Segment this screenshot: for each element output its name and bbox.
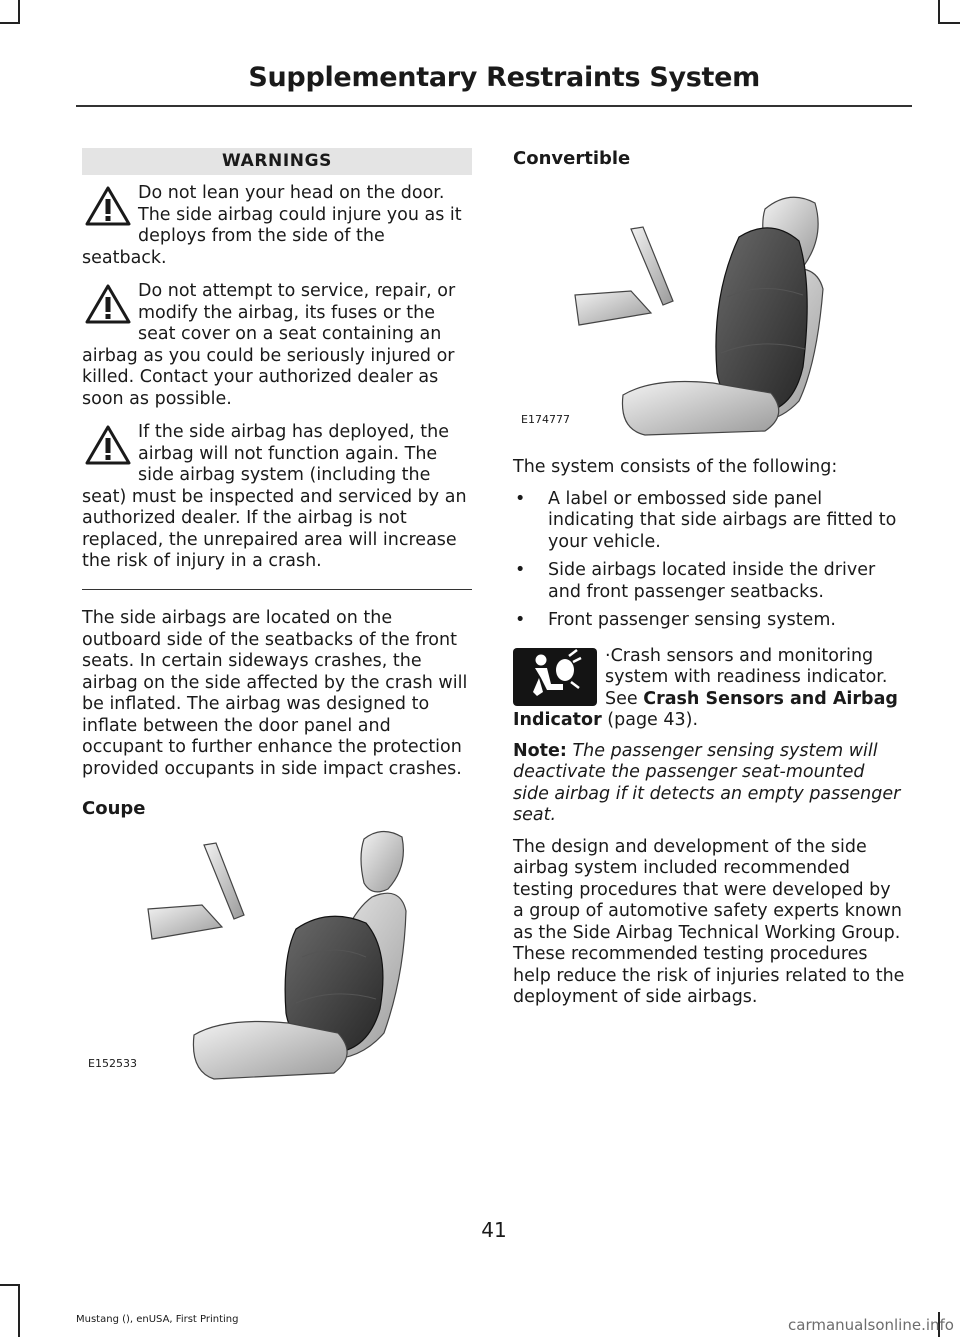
convertible-heading: Convertible (513, 148, 631, 169)
system-list (513, 489, 905, 632)
warning-text: Do not attempt to service, repair, or modify the airbag, its fuses or the seat cover on a seat containing an airbag as you could be seriously injured or killed. Contact your authorized dealer as soon as possible. (82, 281, 456, 409)
warning-item (82, 281, 472, 410)
warning-triangle-icon (84, 424, 132, 466)
warning-item (82, 183, 472, 269)
footer-text: Mustang (), enUSA, First Printing (76, 1314, 239, 1325)
coupe-heading: Coupe (82, 798, 146, 819)
crop-mark-top-left-h (0, 22, 20, 24)
title-rule (76, 105, 912, 107)
bullet: • (515, 488, 526, 509)
list-item (513, 560, 905, 603)
crop-mark-top-left-v (18, 0, 20, 24)
list-item-text: A label or embossed side panel indicating that side airbags are fitted to your vehicle. (548, 488, 897, 552)
convertible-seat-figure (513, 177, 905, 437)
system-lead: The system consists of the following: (513, 457, 838, 477)
airbag-warning-icon (513, 648, 597, 706)
crash-sensors-link[interactable]: Crash Sensors and Airbag Indicator (513, 688, 898, 730)
crash-sensors-block (513, 646, 905, 732)
right-column (513, 148, 905, 1009)
warning-text: If the side airbag has deployed, the airbag will not function again. The side airbag system (including the seat) must be inspected and serviced by an authorized dealer. If the airbag is not replaced, the unrepaired area will increase the risk of injury in a crash. (82, 422, 467, 571)
design-paragraph: The design and development of the side airbag system included recommended testing procedures that were developed by a group of automotive safety experts known as the Side Airbag Technical Working Group. These recommended testing procedures help reduce the risk of injuries related to the deployment of side airbags. (513, 836, 905, 1007)
warnings-heading: WARNINGS (82, 148, 472, 175)
convertible-seat-illustration (513, 177, 905, 437)
crop-mark-top-right-h (938, 22, 960, 24)
list-item (513, 489, 905, 554)
crop-mark-top-right-v (938, 0, 940, 24)
see-label: See (605, 688, 638, 709)
warning-item (82, 422, 472, 573)
intro-paragraph: The side airbags are located on the outboard side of the seatbacks of the front seats. In certain sideways crashes, the airbag on the side affected by the crash will be inflated. The airbag was designed to inflate between the door panel and occupant to further enhance the protection provided occupants in side impact crashes. (82, 608, 468, 779)
bullet: • (515, 560, 526, 580)
warning-text: Do not lean your head on the door. The side airbag could injure you as it deploys from the side of the seatback. (82, 183, 462, 268)
page-title: Supplementary Restraints System (248, 62, 760, 93)
warning-triangle-icon (84, 283, 132, 325)
figure-code: E152533 (88, 1057, 137, 1070)
page-reference: (page 43). (607, 710, 699, 730)
watermark: carmanualsonline.info (788, 1316, 954, 1334)
note-label: Note: (513, 740, 567, 761)
crop-mark-bottom-left-h (0, 1284, 20, 1286)
crop-mark-bottom-left-v (18, 1284, 20, 1337)
warnings-end-rule (82, 589, 472, 591)
figure-code: E174777 (521, 413, 570, 426)
note-text: The passenger sensing system will deactivate the passenger seat-mounted side airbag if it detects an empty passenger seat. (513, 740, 901, 825)
coupe-seat-illustration (82, 827, 472, 1087)
bullet: • (515, 610, 526, 630)
page-number: 41 (481, 1218, 507, 1242)
coupe-seat-figure (82, 827, 472, 1087)
left-column (82, 148, 472, 1087)
warning-triangle-icon (84, 185, 132, 227)
list-item-text: Side airbags located inside the driver and front passenger seatbacks. (548, 560, 876, 602)
list-item-text: Front passenger sensing system. (548, 610, 836, 630)
note-paragraph (513, 741, 905, 827)
crash-sensors-desc: ·Crash sensors and monitoring system with readiness indicator. (605, 645, 888, 687)
list-item (513, 610, 905, 632)
